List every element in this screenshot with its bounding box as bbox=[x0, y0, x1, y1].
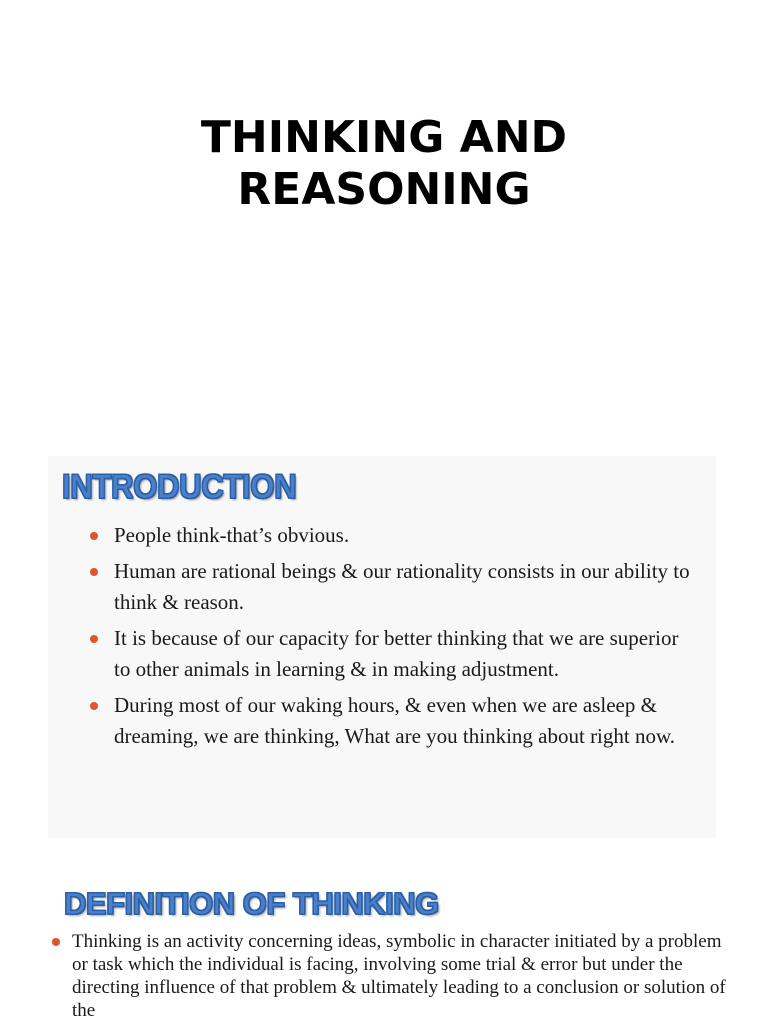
list-item bbox=[90, 690, 700, 752]
introduction-bullet-list bbox=[90, 520, 700, 757]
list-item bbox=[90, 623, 700, 685]
bullet-dot-icon bbox=[52, 938, 60, 946]
list-item bbox=[90, 556, 700, 618]
bullet-dot-icon bbox=[90, 568, 98, 576]
definition-heading: DEFINITION OF THINKING bbox=[64, 886, 439, 921]
bullet-text: During most of our waking hours, & even when we are asleep & dreaming, we are thinking, What are you thinking about right now. bbox=[114, 693, 676, 748]
list-item bbox=[90, 520, 700, 551]
bullet-text: Thinking is an activity concerning ideas, symbolic in character initiated by a problem or task which the individual is facing, involving some trial & error but under the directing influence of that problem & ultimately leading to a conclusion or solution of the bbox=[72, 931, 726, 1021]
slide-title-line-2: REASONING bbox=[237, 164, 531, 215]
bullet-text: Human are rational beings & our rationality consists in our ability to think & reason. bbox=[114, 559, 690, 614]
bullet-dot-icon bbox=[90, 532, 98, 540]
bullet-dot-icon bbox=[90, 702, 98, 710]
bullet-dot-icon bbox=[90, 635, 98, 643]
bullet-text: It is because of our capacity for better thinking that we are superior to other animals in learning & in making adjustment. bbox=[114, 626, 679, 681]
bullet-text: People think-that’s obvious. bbox=[114, 523, 350, 547]
definition-bullet-list bbox=[50, 930, 740, 1022]
slide-title-line-1: THINKING AND bbox=[200, 112, 568, 163]
introduction-heading: INTRODUCTION bbox=[62, 468, 297, 506]
list-item bbox=[50, 930, 740, 1022]
slide-title bbox=[0, 112, 768, 216]
